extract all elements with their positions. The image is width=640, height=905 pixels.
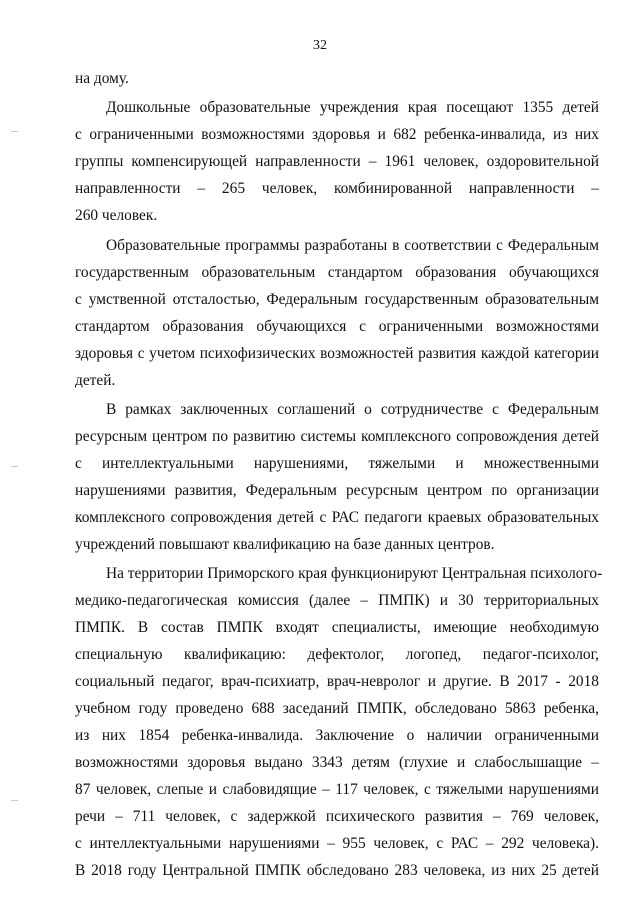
text-line: на дому. xyxy=(75,70,129,87)
text-line: 260 человек. xyxy=(75,207,158,224)
text-line: с ограниченными возможностями здоровья и 682 ребенка-инвалида, из них xyxy=(75,126,599,143)
text-line: специальную квалификацию: дефектолог, логопед, педагог-психолог, xyxy=(75,646,599,663)
text-line: Дошкольные образовательные учреждения края посещают 1355 детей xyxy=(106,99,599,116)
text-line: В 2018 году Центральной ПМПК обследовано 283 человека, из них 25 детей xyxy=(75,862,599,879)
text-line: с умственной отсталостью, Федеральным государственным образовательным xyxy=(75,291,599,308)
text-line: учебном году проведено 688 заседаний ПМПК, обследовано 5863 ребенка, xyxy=(75,700,599,717)
scan-mark xyxy=(11,466,18,467)
text-line: стандартом образования обучающихся с ограниченными возможностями xyxy=(75,318,599,335)
text-line: комплексного сопровождения детей с РАС педагоги краевых образовательных xyxy=(75,509,599,526)
scan-mark xyxy=(11,131,18,132)
text-line: детей. xyxy=(75,372,116,389)
text-line: В рамках заключенных соглашений о сотрудничестве с Федеральным xyxy=(106,401,599,418)
text-line: нарушениями развития, Федеральным ресурсным центром по организации xyxy=(75,482,599,499)
text-line: ПМПК. В состав ПМПК входят специалисты, имеющие необходимую xyxy=(75,619,599,636)
text-line: из них 1854 ребенка-инвалида. Заключение о наличии ограниченными xyxy=(75,727,599,744)
page-number: 32 xyxy=(313,38,327,53)
text-line: На территории Приморского края функционируют Центральная психолого- xyxy=(106,565,603,582)
text-line: направленности – 265 человек, комбинированной направленности – xyxy=(75,180,599,197)
text-line: ресурсным центром по развитию системы комплексного сопровождения детей xyxy=(75,428,599,445)
text-line: государственным образовательным стандартом образования обучающихся xyxy=(75,264,599,281)
text-line: с интеллектуальными нарушениями, тяжелыми и множественными xyxy=(75,455,599,472)
text-line: группы компенсирующей направленности – 1961 человек, оздоровительной xyxy=(75,153,599,170)
text-line: медико-педагогическая комиссия (далее – ПМПК) и 30 территориальных xyxy=(75,592,599,609)
text-line: с интеллектуальными нарушениями – 955 человек, с РАС – 292 человека). xyxy=(75,835,599,852)
text-line: социальный педагог, врач-психиатр, врач-невролог и другие. В 2017 - 2018 xyxy=(75,673,599,690)
text-line: здоровья с учетом психофизических возможностей развития каждой категории xyxy=(75,345,599,362)
text-line: речи – 711 человек, с задержкой психического развития – 769 человек, xyxy=(75,808,599,825)
scan-mark xyxy=(11,800,18,801)
text-line: учреждений повышают квалификацию на базе данных центров. xyxy=(75,536,495,553)
text-line: возможностями здоровья выдано 3343 детям (глухие и слабослышащие – xyxy=(75,754,599,771)
text-line: Образовательные программы разработаны в соответствии с Федеральным xyxy=(106,237,599,254)
text-line: 87 человек, слепые и слабовидящие – 117 человек, с тяжелыми нарушениями xyxy=(75,781,599,798)
